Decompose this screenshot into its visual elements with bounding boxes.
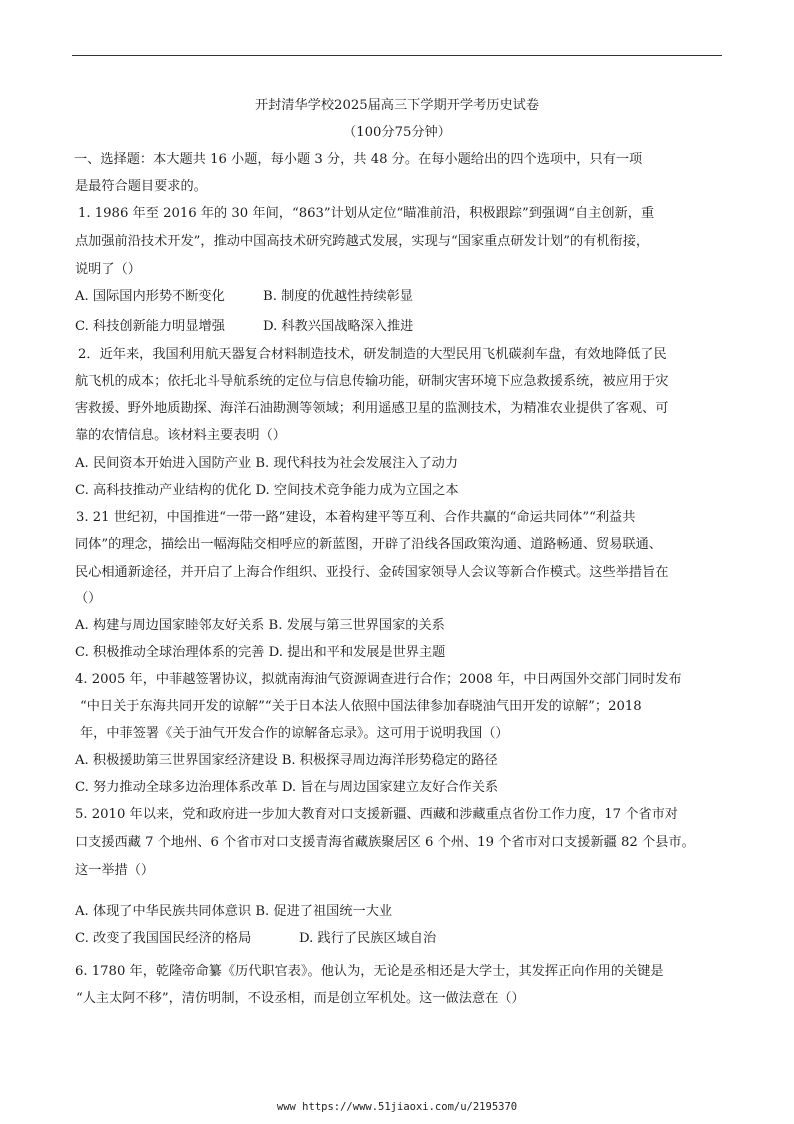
- question-4-options-ab: A. 积极援助第三世界国家经济建设 B. 积极探寻周边海洋形势稳定的路径: [75, 753, 498, 768]
- question-1-stem: 1. 1986 年至 2016 年的 30 年间，“863”计划从定位“瞄准前沿，积极跟踪”到强调“自主创新，重: [78, 206, 655, 221]
- question-1-option-a: A. 国际国内形势不断变化: [75, 289, 225, 304]
- top-rule: [72, 55, 722, 56]
- footer-url: www https://www.51jiaoxi.com/u/2195370: [276, 1101, 518, 1113]
- question-2-stem: 害救援、野外地质勘探、海洋石油勘测等领域；利用遥感卫星的监测技术，为精准农业提供了客观、可: [75, 401, 669, 416]
- exam-title: 开封清华学校2025届高三下学期开学考历史试卷: [254, 98, 540, 113]
- question-1-option-d: D. 科教兴国战略深入推进: [263, 319, 414, 334]
- section-header: 是最符合题目要求的。: [75, 179, 207, 194]
- question-3-stem: 同体”的理念，描绘出一幅海陆交相呼应的新蓝图，开辟了沿线各国政策沟通、道路畅通、贸易联通、: [75, 537, 662, 552]
- question-3-options-cd: C. 积极推动全球治理体系的完善 D. 提出和平和发展是世界主题: [75, 645, 446, 660]
- question-5-option-d: D. 践行了民族区域自治: [299, 931, 437, 946]
- section-header: 一、选择题：本大题共 16 小题，每小题 3 分，共 48 分。在每小题给出的四个选项中，只有一项: [74, 152, 643, 167]
- question-4-stem: “中日关于东海共同开发的谅解”“关于日本法人依照中国法律参加春晓油气田开发的谅解”；2018: [80, 699, 642, 714]
- question-5-options-ab: A. 体现了中华民族共同体意识 B. 促进了祖国统一大业: [75, 904, 393, 919]
- question-2-stem: 靠的农情信息。该材料主要表明（）: [75, 428, 286, 443]
- question-4-options-cd: C. 努力推动全球多边治理体系改革 D. 旨在与周边国家建立友好合作关系: [75, 780, 499, 795]
- question-3-stem: （）: [75, 591, 102, 606]
- question-6-stem: 6. 1780 年，乾隆帝命纂《历代职官表》。他认为，无论是丞相还是大学士，其发挥正向作用的关键是: [75, 964, 664, 979]
- question-2-options-ab: A. 民间资本开始进入国防产业 B. 现代科技为社会发展注入了动力: [75, 456, 459, 471]
- question-5-stem: 这一举措（）: [75, 863, 155, 878]
- question-3-stem: 民心相通新途径，并开启了上海合作组织、亚投行、金砖国家领导人会议等新合作模式。这些举措旨在: [75, 565, 669, 580]
- question-1-stem: 说明了（）: [75, 262, 141, 277]
- question-5-option-c: C. 改变了我国国民经济的格局: [75, 931, 252, 946]
- question-5-stem: 口支援西藏 7 个地州、6 个省市对口支援青海省藏族聚居区 6 个州、19 个省市对口支援新疆 82 个县市。: [75, 835, 695, 850]
- question-1-stem: 点加强前沿技术开发”，推动中国高技术研究跨越式发展，实现与“国家重点研发计划”的有机衔接，: [75, 234, 650, 249]
- exam-subtitle: （100分75分钟）: [343, 125, 451, 140]
- question-3-options-ab: A. 构建与周边国家睦邻友好关系 B. 发展与第三世界国家的关系: [75, 618, 445, 633]
- question-2-stem: 航飞机的成本；依托北斗导航系统的定位与信息传输功能，研制灾害环境下应急救援系统，被应用于灾: [75, 374, 669, 389]
- question-6-stem: “人主太阿不移”，清仿明制，不设丞相，而是创立军机处。这一做法意在（）: [76, 991, 525, 1006]
- question-3-stem: 3. 21 世纪初，中国推进“一带一路”建设，本着构建平等互利、合作共赢的“命运共同体”“利益共: [76, 510, 636, 525]
- question-1-option-b: B. 制度的优越性持续彰显: [263, 289, 413, 304]
- question-4-stem: 4. 2005 年，中菲越签署协议，拟就南海油气资源调查进行合作；2008 年，中日两国外交部门同时发布: [75, 672, 682, 687]
- question-5-stem: 5. 2010 年以来，党和政府进一步加大教育对口支援新疆、西藏和涉藏重点省份工作力度，17 个省市对: [75, 807, 678, 822]
- question-4-stem: 年，中菲签署《关于油气开发合作的谅解备忘录》。这可用于说明我国（）: [80, 726, 509, 741]
- question-2-options-cd: C. 高科技推动产业结构的优化 D. 空间技术竞争能力成为立国之本: [75, 483, 459, 498]
- question-2-stem: 2．近年来，我国利用航天器复合材料制造技术，研发制造的大型民用飞机碳刹车盘，有效地降低了民: [78, 347, 667, 362]
- question-1-option-c: C. 科技创新能力明显增强: [75, 319, 225, 334]
